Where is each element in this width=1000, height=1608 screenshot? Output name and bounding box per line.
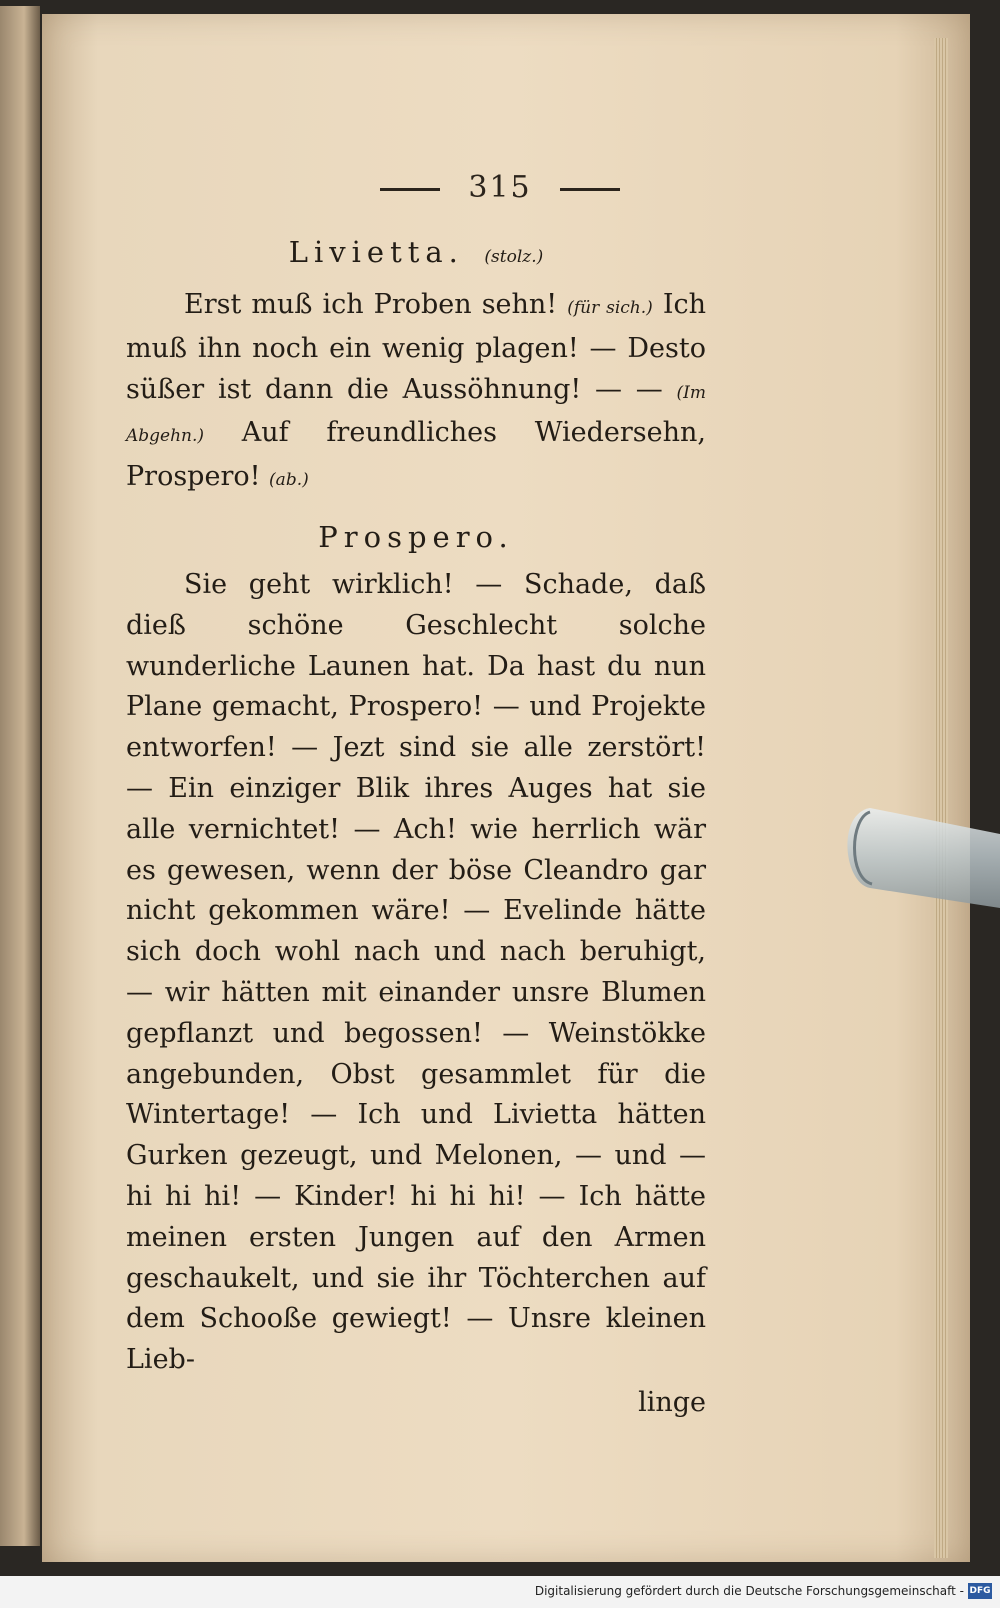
footer-bar: [0, 1576, 1000, 1608]
speaker-heading: [126, 517, 706, 557]
book-clip-icon: [840, 800, 1000, 920]
dialogue-paragraph: [126, 285, 706, 501]
facing-page-edge: [0, 6, 40, 1546]
stage-direction: (Im Abgehn.): [126, 382, 706, 447]
stage-direction: (ab.): [269, 470, 309, 491]
footer-credit: Digitalisierung gefördert durch die Deutsche Forschungsgemeinschaft -: [534, 1584, 964, 1598]
stage-direction: (für sich.): [567, 298, 653, 318]
dialogue-text: Sie geht wirklich! — Schade, daß dieß schöne Geschlecht solche wunderliche Launen hat. Da hast du nun Plane gemacht, Prospero! — und Projekte entworfen! — Jezt sind sie alle zerstört! — Ein einziger Blik ihres Auges hat sie alle vernichtet! — Ach! wie herrlich wär es gewesen, wenn der böse Cleandro gar nicht gekommen wäre! — Evelinde hätte sich doch wohl nach und nach beruhigt, — wir hätten mit einander unsre Blumen gepflanzt und begossen! — Weinstökke angebunden, Obst gesammlet für die Wintertage! — Ich und Livietta hätten Gurken gezeugt, und Melonen, — und — hi hi hi! — Kinder! hi hi hi! — Ich hätte meinen ersten Jungen auf den Armen geschaukelt, und sie ihr Töchterchen auf dem Schooße gewiegt! — Unsre kleinen Lieb-: [126, 568, 706, 1376]
page-number: 315: [468, 170, 532, 205]
dialogue-text: Ich muß ihn noch ein wenig plagen! — Desto süßer ist dann die Aussöhnung! — —: [126, 289, 706, 405]
dfg-logo-icon: DFG: [968, 1583, 992, 1599]
dialogue-text: Erst muß ich Proben sehn!: [184, 289, 568, 320]
catchword: linge: [638, 1386, 706, 1418]
dialogue-paragraph: [126, 565, 706, 1381]
page-fore-edge: [934, 38, 948, 1558]
page-text: [126, 232, 706, 1421]
speaker-heading: [126, 232, 706, 277]
speaker-name: Livietta.: [288, 235, 464, 269]
header-rule-right: [560, 188, 620, 191]
speaker-name: Prospero.: [318, 519, 514, 554]
dialogue-text: Auf freundliches Wiedersehn, Prospero!: [126, 417, 706, 493]
stage-direction: (stolz.): [484, 247, 544, 267]
header-rule-left: [380, 188, 440, 191]
page-header: [0, 170, 1000, 205]
